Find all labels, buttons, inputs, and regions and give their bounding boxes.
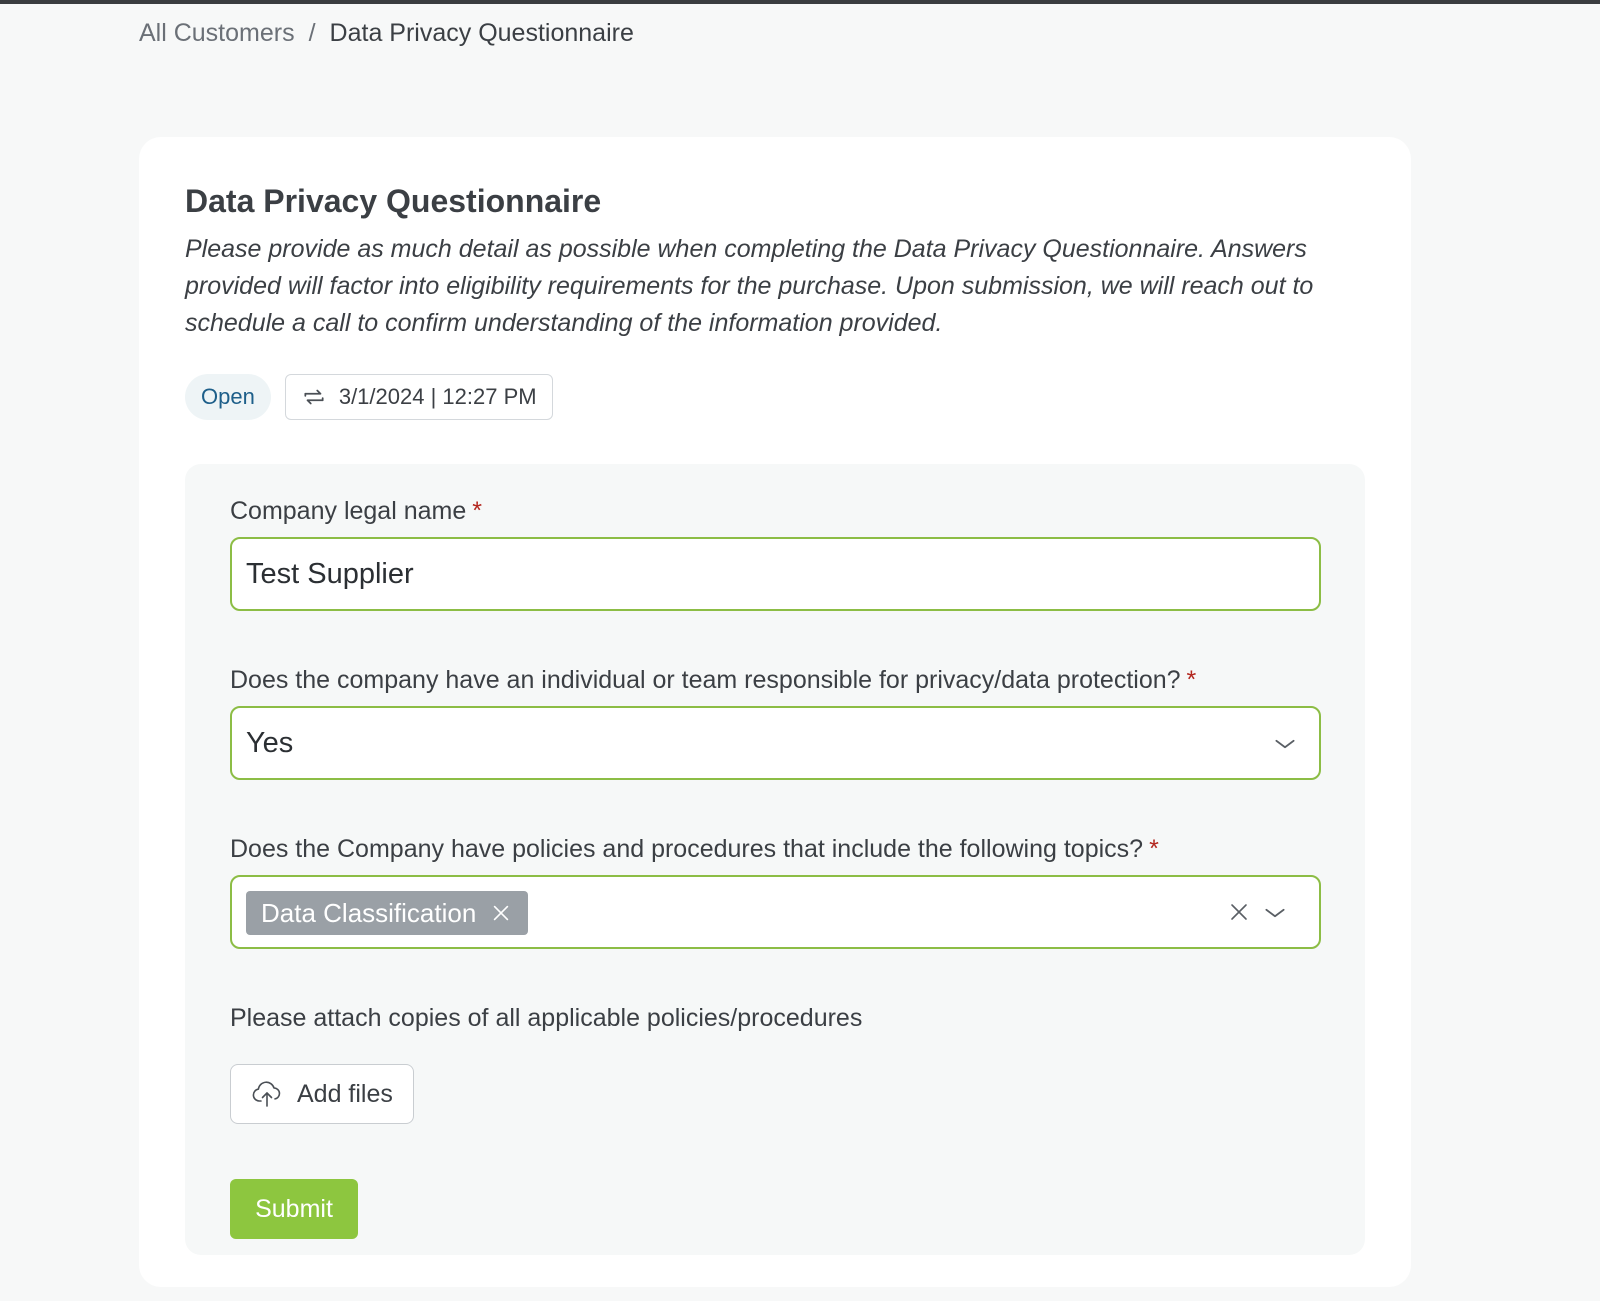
chevron-down-icon[interactable] xyxy=(1262,900,1288,926)
remove-tag-icon[interactable] xyxy=(490,902,512,924)
required-mark: * xyxy=(1186,666,1197,694)
company-name-input[interactable] xyxy=(246,539,1246,609)
breadcrumb-current: Data Privacy Questionnaire xyxy=(329,19,634,47)
add-files-button[interactable] xyxy=(230,1064,414,1124)
status-row xyxy=(185,374,553,420)
status-badge: Open xyxy=(185,374,271,420)
breadcrumb-separator: / xyxy=(308,19,316,47)
company-name-label xyxy=(230,495,482,527)
company-name-label-text: Company legal name xyxy=(230,497,467,525)
selected-tag-label: Data Classification xyxy=(261,897,477,928)
updated-date-chip xyxy=(285,374,553,420)
privacy-team-value: Yes xyxy=(246,727,294,759)
updated-date: 3/1/2024 | 12:27 PM xyxy=(338,384,537,409)
policies-multiselect[interactable] xyxy=(230,875,1321,949)
page-title: Data Privacy Questionnaire xyxy=(185,183,602,219)
cloud-upload-icon xyxy=(251,1078,283,1110)
breadcrumb-all-customers[interactable]: All Customers xyxy=(139,19,295,47)
chevron-down-icon[interactable] xyxy=(1272,731,1298,757)
add-files-label: Add files xyxy=(297,1079,393,1108)
clear-all-icon[interactable] xyxy=(1227,900,1251,924)
privacy-team-label xyxy=(230,664,1196,696)
privacy-team-select[interactable] xyxy=(230,706,1321,780)
questionnaire-card xyxy=(139,137,1411,1287)
company-name-field xyxy=(230,537,1321,611)
attachments-label: Please attach copies of all applicable policies/procedures xyxy=(230,1004,863,1032)
policies-label-text: Does the Company have policies and procedures that include the following topics? xyxy=(230,835,1144,863)
required-mark: * xyxy=(1149,835,1159,863)
required-mark: * xyxy=(472,497,482,525)
policies-label xyxy=(230,833,1159,865)
sync-icon xyxy=(301,384,327,410)
form-panel xyxy=(185,464,1365,1255)
questionnaire-description: Please provide as much detail as possible when completing the Data Privacy Questionnaire. Answers provided will factor into eligibility requirements for the purchase. Upon submission, we will reach out to schedule a call to confirm understanding of the information provided. xyxy=(185,235,1314,337)
selected-tag xyxy=(246,891,528,935)
submit-button[interactable]: Submit xyxy=(230,1179,358,1239)
top-bar xyxy=(0,0,1600,4)
breadcrumb xyxy=(139,17,634,49)
privacy-team-label-text: Does the company have an individual or team responsible for privacy/data protection? xyxy=(230,666,1181,694)
